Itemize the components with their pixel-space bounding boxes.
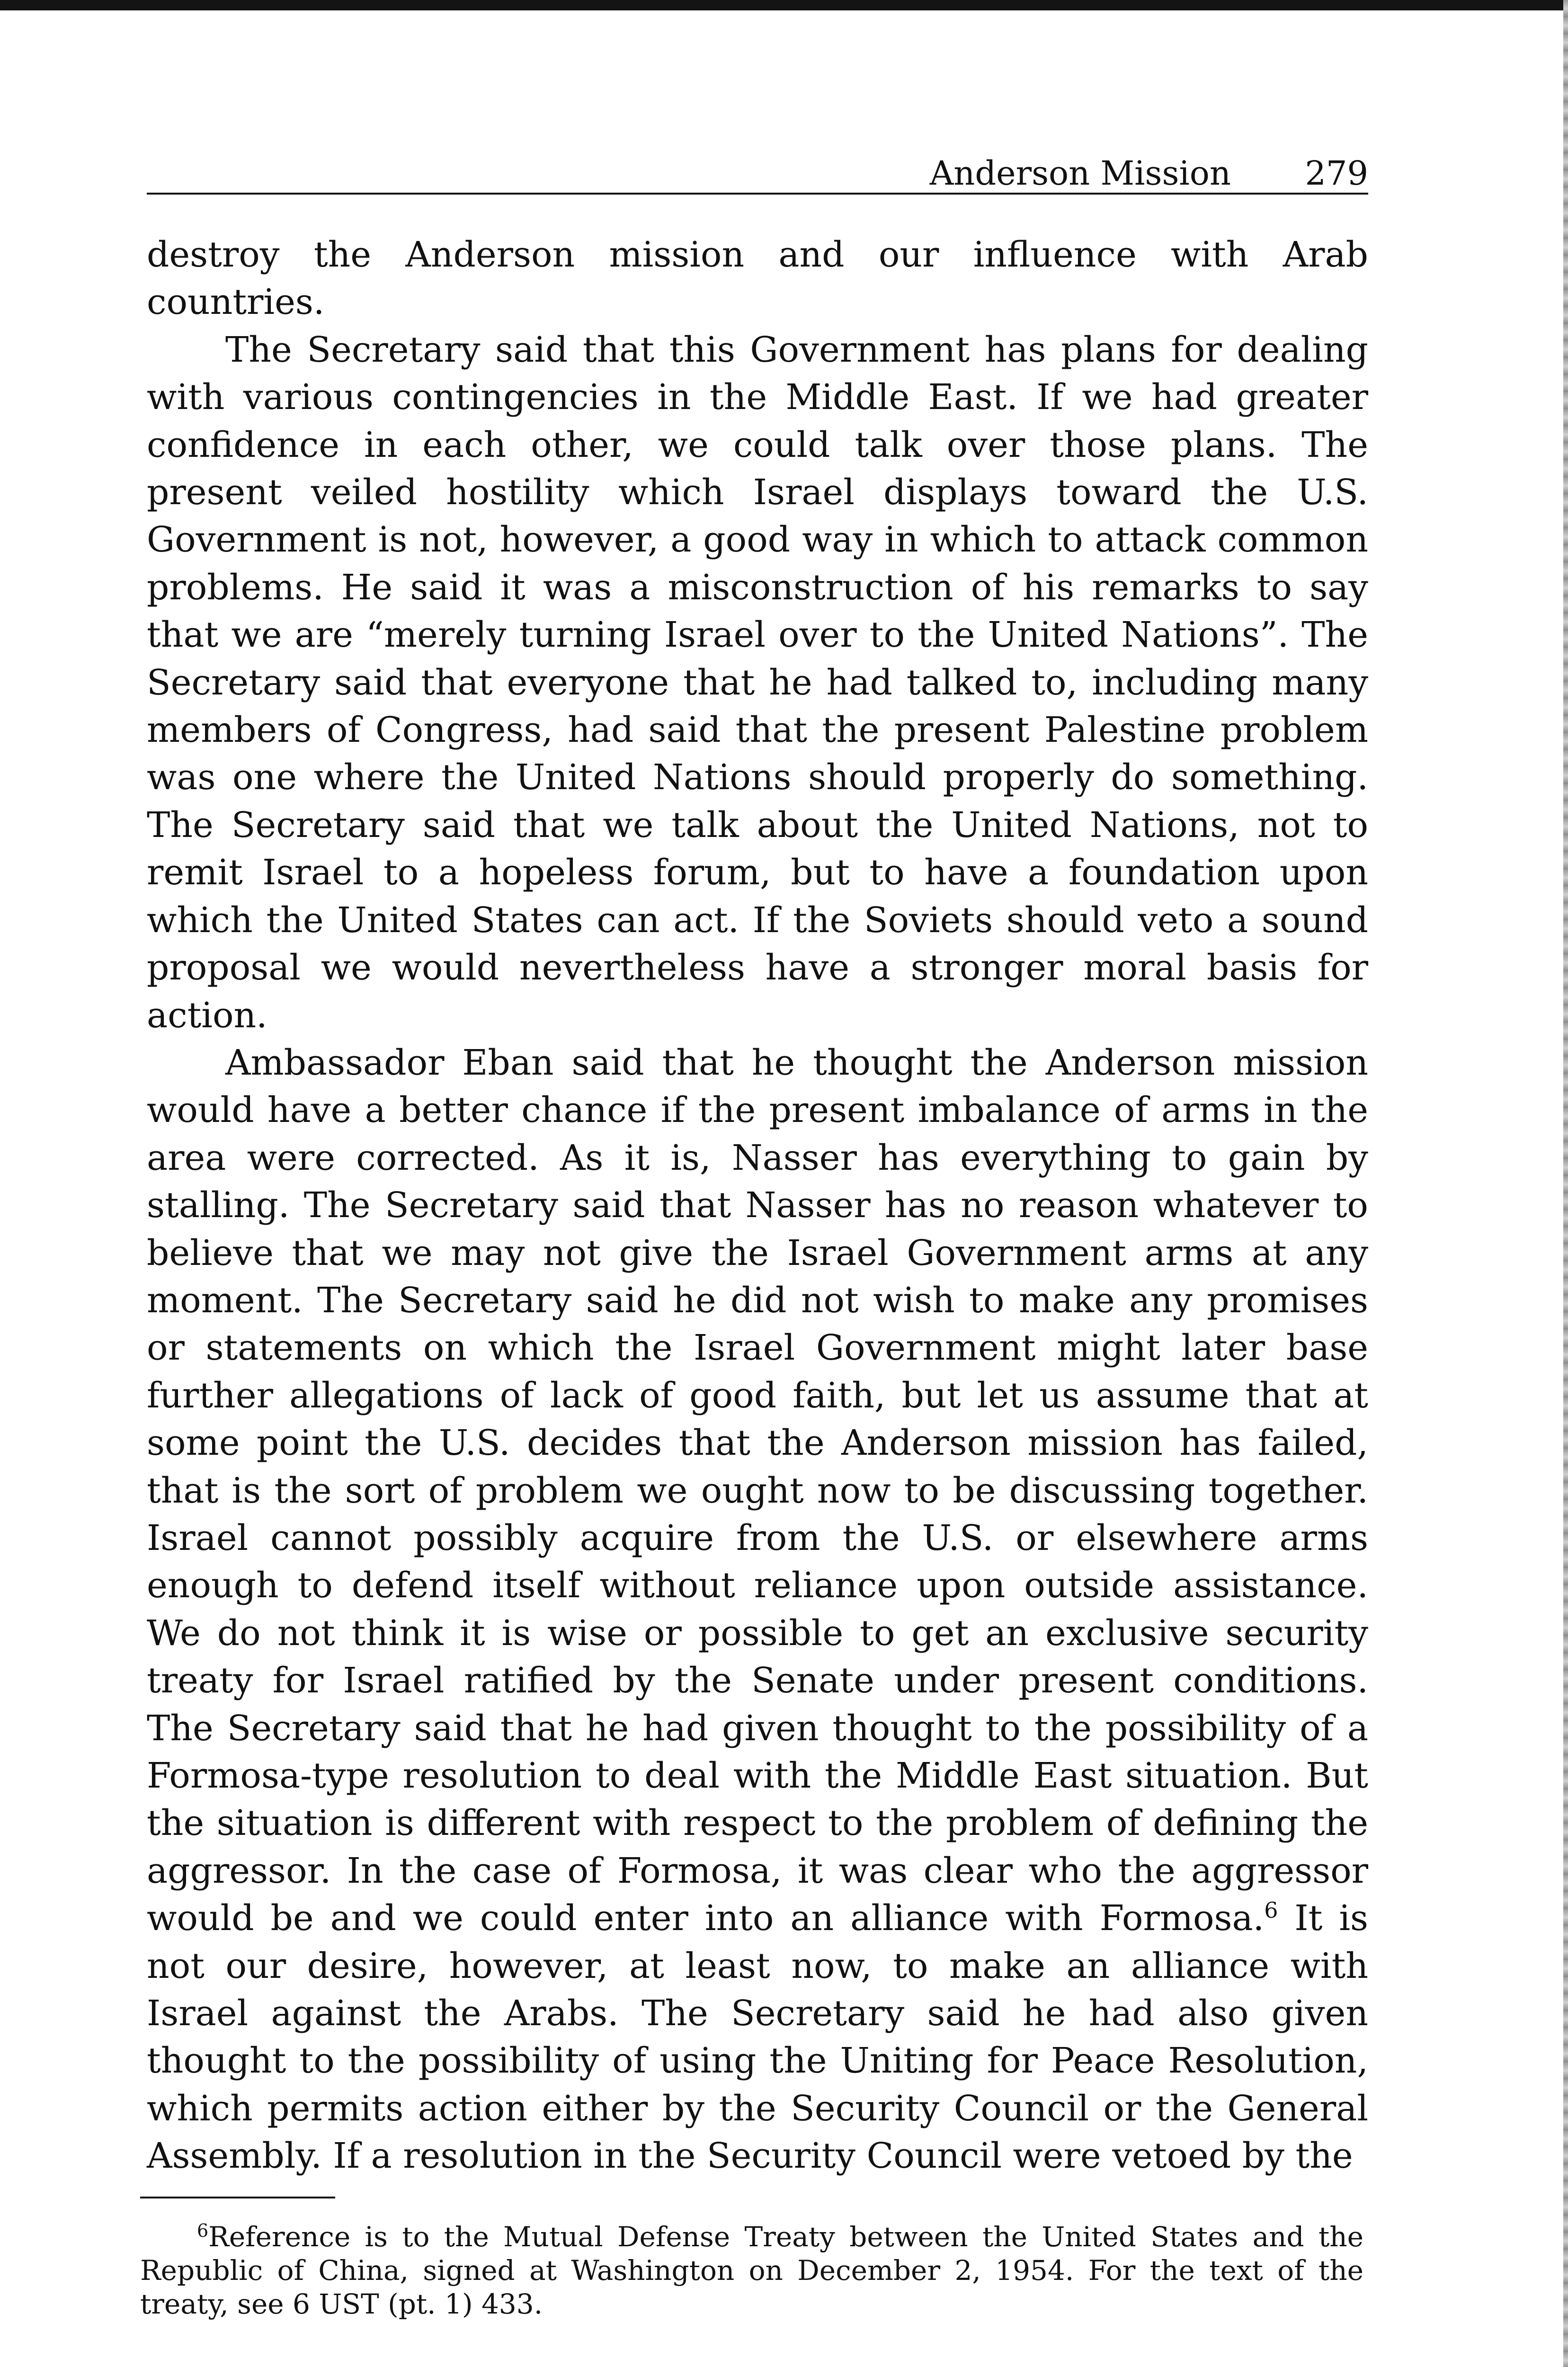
- running-title: Anderson Mission: [929, 154, 1231, 193]
- paragraph-eban-text-part2: It is not our desire, however, at least now, to make an alliance with Israel against the Arabs. The Secretary said he had also given thought to the possibility of using the Uniting for Peace Resolution, which permits action either by the Security Council or the General Assembly. If a resolution in the Security Council were vetoed by the: [147, 1898, 1368, 2177]
- footnote-mark: 6: [197, 2220, 209, 2241]
- footnote-divider: [140, 2197, 335, 2198]
- main-text: [147, 231, 1368, 2180]
- scan-right-edge: [1563, 0, 1568, 2367]
- page-number: 279: [1305, 154, 1368, 193]
- scan-top-edge: [0, 0, 1568, 10]
- running-header: [147, 149, 1368, 195]
- paragraph-eban-arms: [147, 1039, 1368, 2180]
- footnote-6: [140, 2220, 1363, 2321]
- paragraph-eban-text-part1: Ambassador Eban said that he thought the Anderson mission would have a better chance if the present imbalance of arms in the area were corrected. As it is, Nasser has everything to gain by stalling. The Secretary said that Nasser has no reason whatever to believe that we may not give the Israel Government arms at any moment. The Secretary said he did not wish to make any promises or statements on which the Israel Government might later base further allegations of lack of good faith, but let us assume that at some point the U.S. decides that the Anderson mission has failed, that is the sort of problem we ought now to be discussing together. Israel cannot possibly acquire from the U.S. or elsewhere arms enough to defend itself without reliance upon outside assistance. We do not think it is wise or possible to get an exclusive security treaty for Israel ratified by the Senate under present conditions. The Secretary said that he had given thought to the possibility of a Formosa-type resolution to deal with the Middle East situation. But the situation is different with respect to the problem of defining the aggressor. In the case of Formosa, it was clear who the aggressor would be and we could enter into an alliance with Formosa.: [147, 1042, 1368, 1939]
- footnote-reference-6[interactable]: 6: [1264, 1897, 1278, 1923]
- paragraph-secretary-plans: The Secretary said that this Government has plans for dealing with various contingencies in the Middle East. If we had greater confidence in each other, we could talk over those plans. The present veiled hostility which Israel displays toward the U.S. Government is not, however, a good way in which to attack common problems. He said it was a misconstruction of his remarks to say that we are “merely turning Israel over to the United Nations”. The Secretary said that everyone that he had talked to, including many members of Congress, had said that the present Palestine problem was one where the United Nations should properly do something. The Secretary said that we talk about the United Nations, not to remit Israel to a hopeless forum, but to have a foundation upon which the United States can act. If the Soviets should veto a sound proposal we would nevertheless have a stronger moral basis for action.: [147, 329, 1368, 1036]
- footnote-text: Reference is to the Mutual Defense Treaty between the United States and the Republic of China, signed at Washington on December 2, 1954. For the text of the treaty, see 6 UST (pt. 1) 433.: [140, 2221, 1363, 2320]
- paragraph-continuation: destroy the Anderson mission and our influence with Arab countries.: [147, 234, 1368, 323]
